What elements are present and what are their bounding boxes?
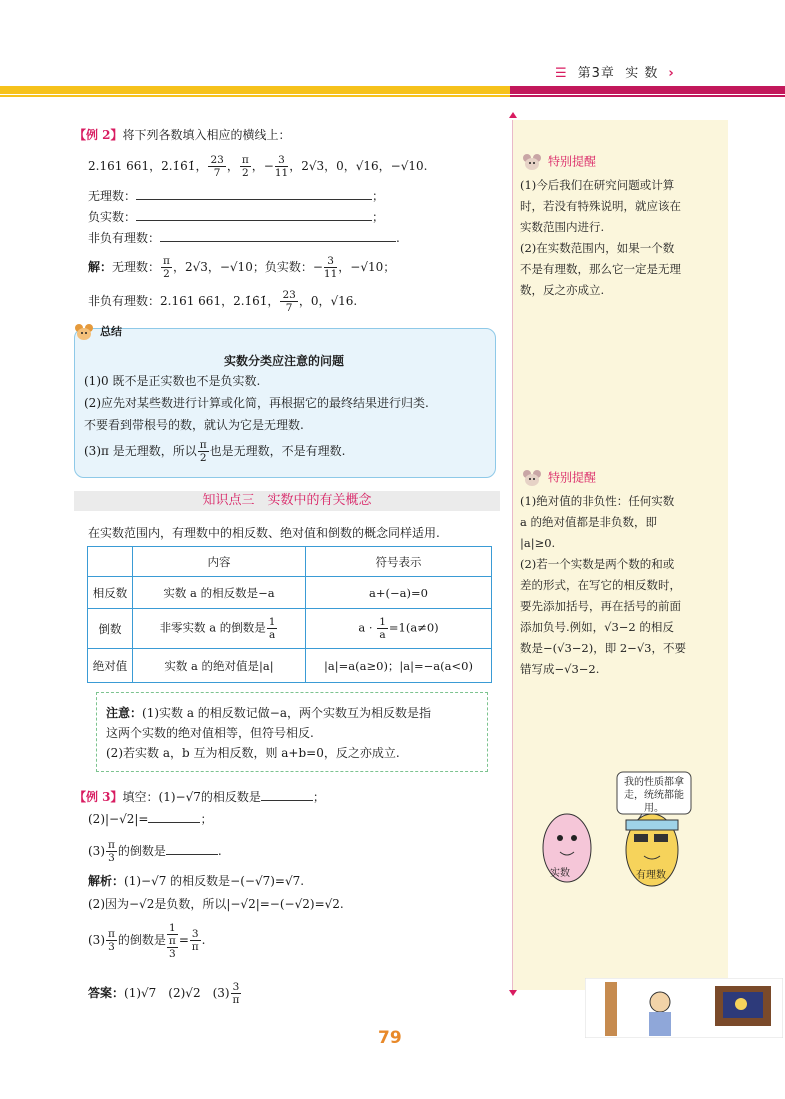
note-line-3: (2)若实数 a，b 互为相反数，则 a+b=0，反之亦成立. [106,746,400,760]
tip-line: (2)若一个实数是两个数的和或 [520,557,675,571]
page-number: 79 [378,1028,402,1048]
table-cell: |a|=a(a≥0)；|a|=−a(a<0) [306,649,492,683]
example3-question-3: (3) $\frac{\pi}{3}$ 的倒数是 . [88,839,222,864]
example3-answer: 答案：(1)√7 (2)√2 (3) $\frac{3}{\pi}$ [88,981,240,1006]
header-bar-pink-thin [510,95,785,97]
table-cell: a+(−a)=0 [306,577,492,609]
table-cell: 相反数 [88,577,133,609]
example-prompt: 将下列各数填入相应的横线上： [122,128,291,142]
header-bar-pink [510,86,785,94]
table-header-cell: 符号表示 [306,547,492,577]
table-row [88,649,492,683]
note-line-1: 注意：(1)实数 a 的相反数记做−a，两个实数互为相反数是指 [106,706,432,720]
summary-tag: 总结 [72,322,122,342]
table-header-cell [88,547,133,577]
chapter-number: 第3章 [577,66,615,81]
table-cell: a · $\frac{1}{a}$ =1(a≠0) [306,609,492,649]
answer-row-negative: 负实数： ； [88,206,384,228]
example3-analysis-2: (2)因为−√2是负数，所以|−√2|=−(−√2)=√2. [88,897,344,911]
tip-line: 要先添加括号，再在括号的前面 [520,599,681,613]
note-line-2: 这两个实数的绝对值相等，但符号相反. [106,726,314,740]
tip-line: 时，若没有特殊说明，就应该在 [520,199,681,213]
blank-q3[interactable] [166,840,218,855]
header-bar-yellow-thin [0,95,510,97]
table-row [88,609,492,649]
tip-title: 特别提醒 [520,152,720,172]
summary-title: 实数分类应注意的问题 [223,354,344,368]
table-cell: 非零实数 a 的倒数是 $\frac{1}{a}$ [133,609,306,649]
example2-numbers: 2.161 661，2.1̇6̇1̇， $\frac{23}{7}$ ， $\frac{\pi}{2}$ ，− $\frac{3}{11}$ ，2√3，0，√16，−√10. [88,154,428,179]
table-cell: 实数 a 的相反数是−a [133,577,306,609]
example2-solution-1: 解：无理数： $\frac{\pi}{2}$ ，2√3，−√10；负实数：− $\frac{3}{11}$ ，−√10； [88,255,396,280]
answer-row-nonnegative: 非负有理数： . [88,227,400,249]
chapter-header [555,62,675,81]
tip-line: 差的形式，在写它的相反数时， [520,578,681,592]
example3-question-1: 【例 3】填空：(1)−√7的相反数是 ； [74,786,325,808]
sidebar-marker-top [509,112,517,118]
mouse-mascot-icon [520,152,544,172]
summary-point-1: (1)0 既不是正实数也不是负实数. [84,374,261,388]
example2-solution-2: 非负有理数：2.161 661，2.1̇6̇1̇， $\frac{23}{7}$ ，0，√16. [88,289,358,314]
example2-heading [74,124,291,146]
tip-box-1 [520,152,720,301]
tip-line: a 的绝对值都是非负数，即 [520,515,658,529]
menu-icon[interactable]: ☰ [555,66,568,81]
table-header-cell: 内容 [133,547,306,577]
table-cell: 实数 a 的绝对值是|a| [133,649,306,683]
concept-table [87,546,492,683]
mouse-mascot-icon [520,468,544,488]
blank-negative[interactable] [136,206,372,221]
summary-point-2a: (2)应先对某些数进行计算或化简，再根据它的最终结果进行归类. [84,396,429,410]
summary-point-3: (3)π 是无理数，所以 $\frac{\pi}{2}$ 也是无理数，不是有理数. [84,439,346,464]
blank-q2[interactable] [148,808,200,823]
table-row [88,577,492,609]
section-title: 知识点三 实数中的有关概念 [74,491,500,511]
tip-title: 特别提醒 [520,468,720,488]
tip-line: 错写成−√3−2. [520,662,600,676]
tip-line: (2)在实数范围内，如果一个数 [520,241,675,255]
tip-line: 不是有理数，那么它一定是无理 [520,262,681,276]
table-cell: 绝对值 [88,649,133,683]
tip-line: 数是−(√3−2)，即 2−√3，不要 [520,641,686,655]
tip-line: (1)今后我们在研究问题或计算 [520,178,675,192]
corner-decoration [585,978,783,1038]
example3-question-2: (2)|−√2|= ； [88,808,213,830]
tip-line: |a|≥0. [520,536,556,550]
blank-nonnegative[interactable] [160,227,396,242]
cartoon-label-real: 实数 [550,868,570,879]
section-intro: 在实数范围内，有理数中的相反数、绝对值和倒数的概念同样适用. [88,526,440,540]
example3-analysis-3: (3) $\frac{\pi}{3}$ 的倒数是 1 π 3 = $\frac{3}{\pi}$ . [88,921,206,960]
sidebar-marker-bottom [509,990,517,996]
chevron-right-icon[interactable]: › [668,66,675,81]
speech-bubble-text: 我的性质都拿走，统统都能用。 [624,777,684,814]
blank-q1[interactable] [261,786,313,801]
example-label: 【例 2】 [74,128,123,142]
example3-analysis-1: 解析：(1)−√7 的相反数是−(−√7)=√7. [88,874,305,888]
header-bar-yellow [0,86,510,94]
tip-line: 添加负号.例如，√3−2 的相反 [520,620,674,634]
chapter-title: 实 数 [625,66,659,81]
cartoon-label-rational: 有理数 [636,870,666,881]
blank-irrational[interactable] [136,185,372,200]
mascot-icon [72,322,96,342]
tip-line: 数，反之亦成立. [520,283,605,297]
tip-box-2 [520,468,720,680]
tip-line: (1)绝对值的非负性：任何实数 [520,494,675,508]
table-header-row [88,547,492,577]
summary-point-2b: 不要看到带根号的数，就认为它是无理数. [84,418,304,432]
tip-line: 实数范围内进行. [520,220,605,234]
table-cell: 倒数 [88,609,133,649]
answer-row-irrational: 无理数： ； [88,185,384,207]
